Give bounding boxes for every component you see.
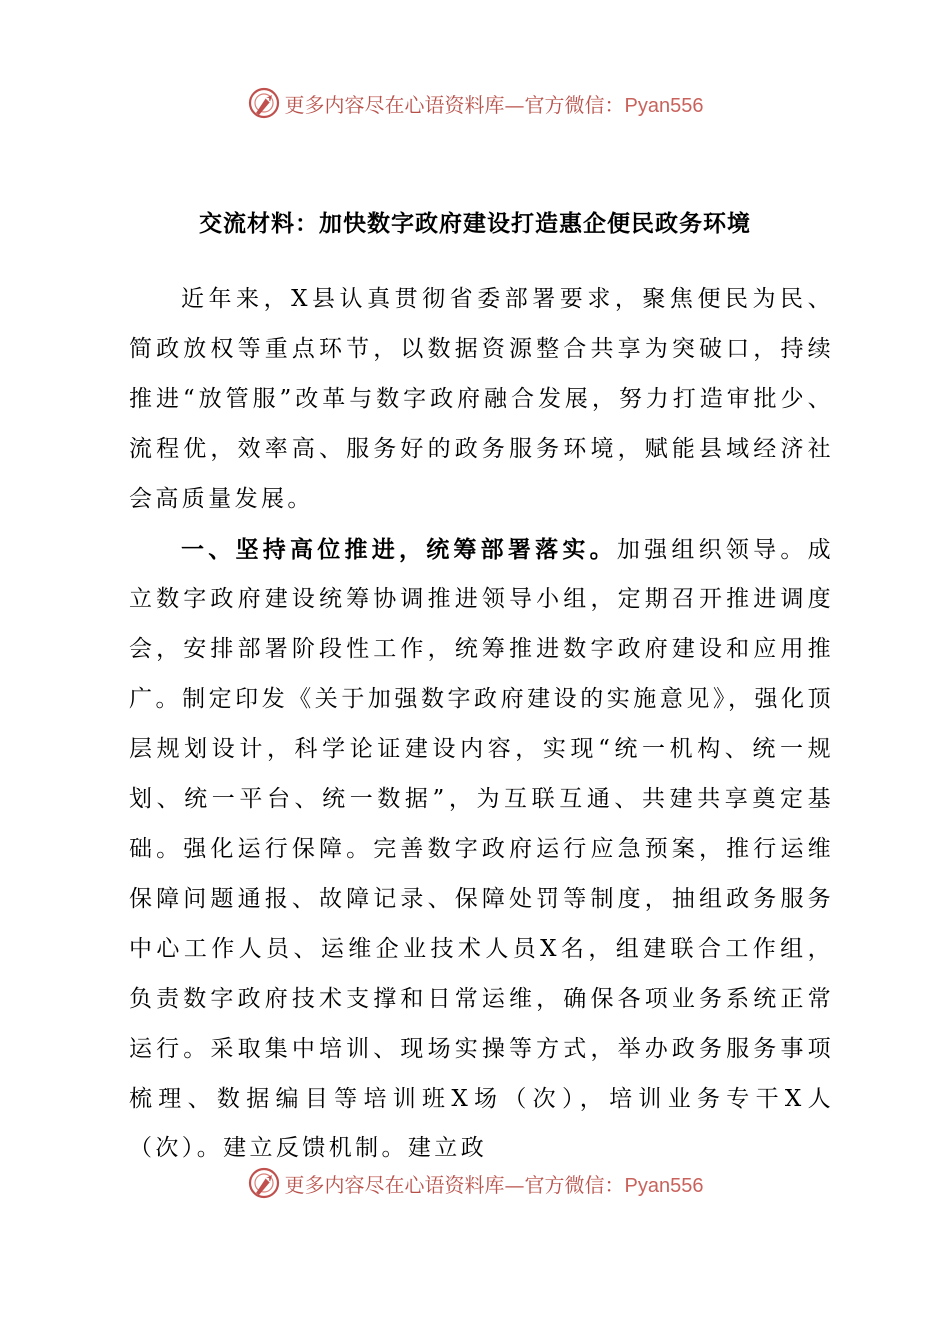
section-1-paragraph — [129, 525, 834, 1175]
footer-watermark-banner — [0, 1161, 950, 1205]
header-watermark-banner — [0, 81, 950, 125]
header-banner-text: 更多内容尽在心语资料库—官方微信：Pyan556 — [284, 92, 704, 117]
pen-nib-logo-icon — [247, 86, 281, 120]
footer-banner-text: 更多内容尽在心语资料库—官方微信：Pyan556 — [284, 1172, 704, 1197]
document-title: 交流材料：加快数字政府建设打造惠企便民政务环境 — [199, 210, 751, 237]
header-wechat-id: Pyan556 — [624, 94, 704, 117]
section-1-heading: 一、坚持高位推进，统筹部署落实。 — [181, 535, 617, 563]
intro-paragraph: 近年来，X县认真贯彻省委部署要求，聚焦便民为民、简政放权等重点环节，以数据资源整合共享为突破口，持续推进“放管服”改革与数字政府融合发展，努力打造审批少、流程优，效率高、服务好的政务服务环境，赋能县域经济社会高质量发展。 — [129, 286, 834, 512]
section-1-body: 加强组织领导。成立数字政府建设统筹协调推进领导小组，定期召开推进调度会，安排部署阶段性工作，统筹推进数字政府建设和应用推广。制定印发《关于加强数字政府建设的实施意见》，强化顶层规划设计，科学论证建设内容，实现“统一机构、统一规划、统一平台、统一数据”，为互联互通、共建共享奠定基础。强化运行保障。完善数字政府运行应急预案，推行运维保障问题通报、故障记录、保障处罚等制度，抽组政务服务中心工作人员、运维企业技术人员X名，组建联合工作组，负责数字政府技术支撑和日常运维，确保各项业务系统正常运行。采取集中培训、现场实操等方式，举办政务服务事项梳理、数据编目等培训班X场（次），培训业务专干X人（次）。建立反馈机制。建立政 — [129, 536, 834, 1162]
pen-nib-logo-icon — [247, 1166, 281, 1200]
document-body — [129, 275, 834, 1174]
footer-wechat-id: Pyan556 — [624, 1174, 704, 1197]
